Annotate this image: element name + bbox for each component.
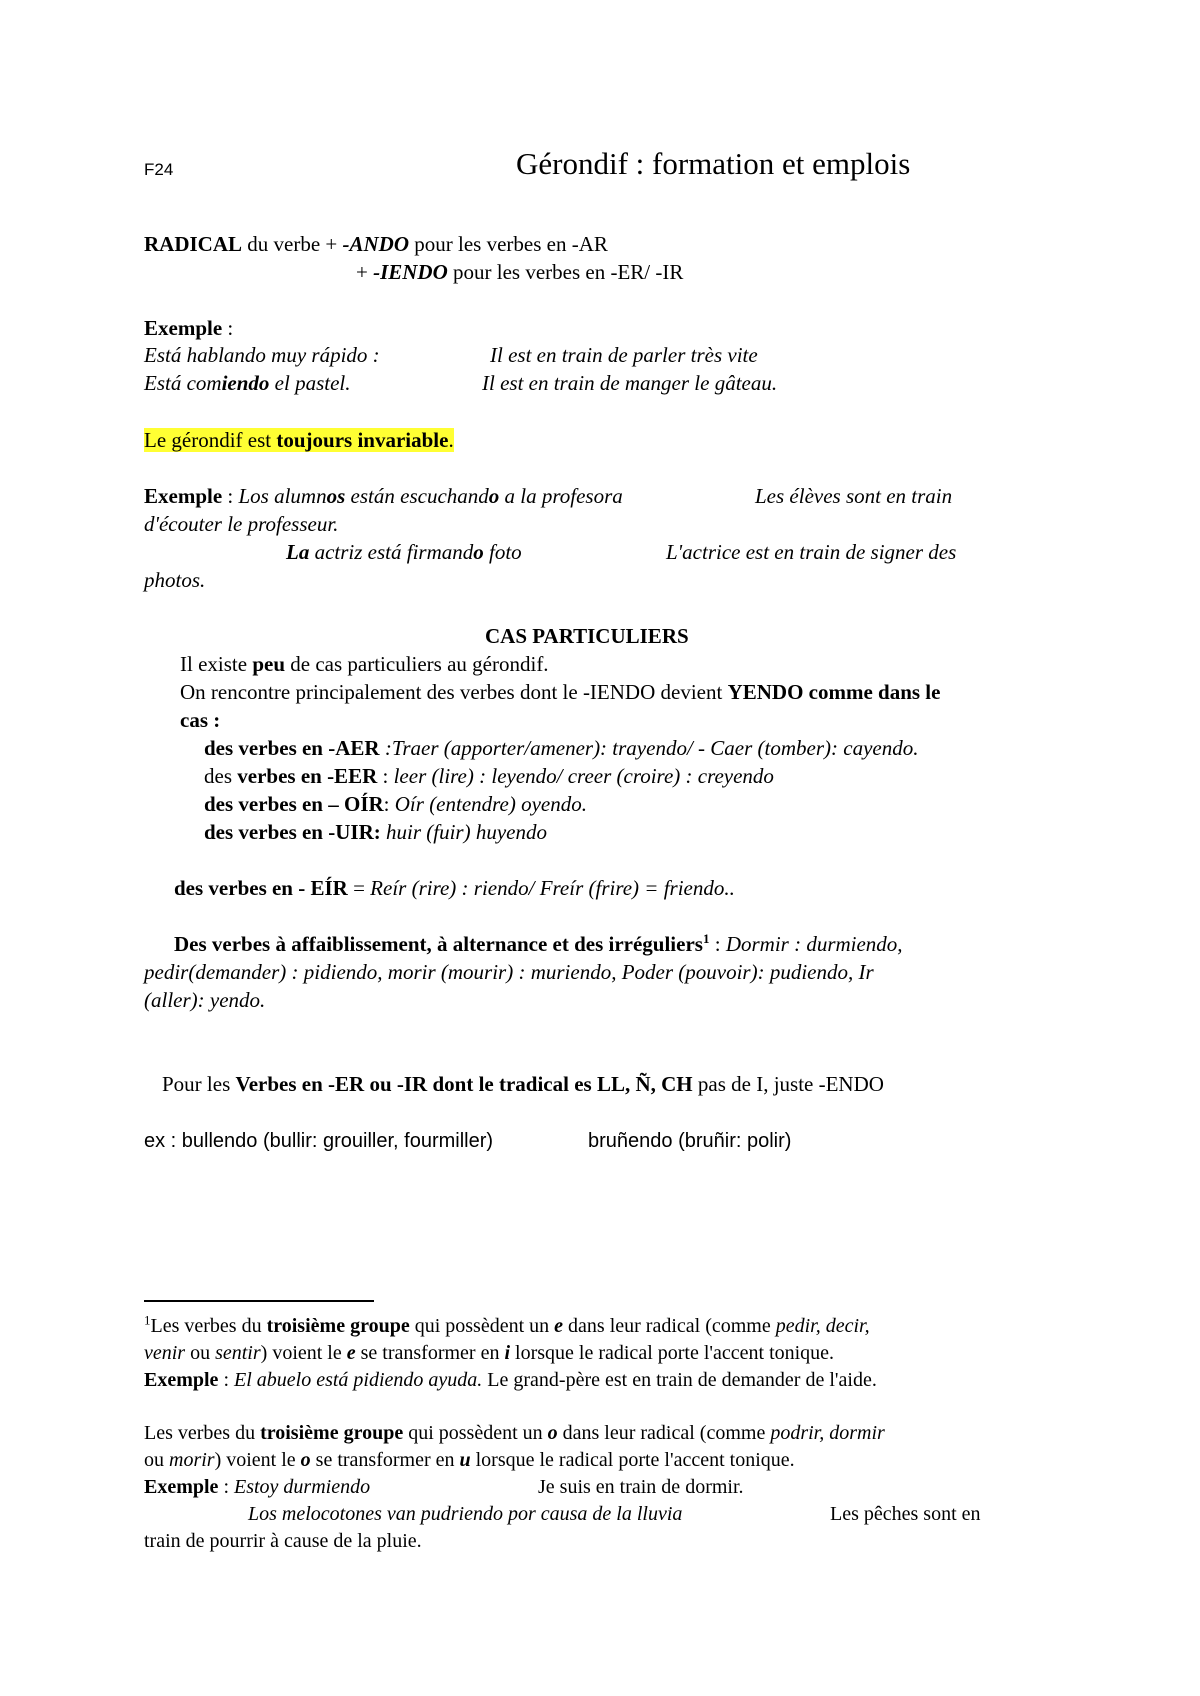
text: troisième groupe: [260, 1422, 404, 1444]
text: de cas particuliers au gérondif.: [285, 652, 549, 676]
text: o: [473, 540, 484, 564]
text: Dormir : durmiendo,: [725, 932, 903, 956]
text: morir: [169, 1449, 215, 1471]
example-n: bruñendo (bruñir: polir): [588, 1130, 792, 1152]
text: verbes en -EER: [237, 764, 378, 788]
cas-p1: [180, 650, 549, 678]
text: Exemple: [144, 484, 223, 508]
text: .: [448, 428, 454, 452]
text: :Traer (apporter/amener): trayendo/ - Caer (tomber): cayendo.: [379, 736, 919, 760]
text: peu: [252, 652, 285, 676]
text: el pastel.: [269, 371, 351, 395]
text: o: [300, 1449, 311, 1471]
footnote-line1: [144, 1313, 870, 1340]
text: El abuelo está pidiendo ayuda.: [234, 1369, 483, 1391]
rule-uir: [204, 818, 547, 846]
text: pour les verbes en -AR: [409, 232, 608, 256]
example-es-2: [144, 369, 351, 397]
text: dans leur radical (comme: [557, 1422, 771, 1444]
text: Exemple: [144, 316, 223, 340]
text: Estoy durmiendo: [234, 1476, 371, 1498]
text: Le grand-père est en train de demander de l'aide.: [482, 1369, 877, 1391]
rule-irregular: [174, 930, 903, 958]
text: Reír (rire) : riendo/ Freír (frire) = friendo..: [370, 876, 735, 900]
invariable-rule: [144, 426, 454, 454]
text: lorsque le radical porte l'accent tonique.: [470, 1449, 795, 1471]
text: ) voient le: [214, 1449, 301, 1471]
text: pas de I, juste -ENDO: [692, 1072, 884, 1096]
text: u: [459, 1449, 471, 1471]
example2-line1: [144, 482, 623, 510]
text: podrir, dormir: [770, 1422, 885, 1444]
text: YENDO comme dans le: [727, 680, 941, 704]
text: sentir: [215, 1342, 261, 1364]
text: :: [218, 1369, 234, 1391]
footnote-ref: 1: [702, 931, 710, 946]
text: Los alumn: [238, 484, 327, 508]
example2-line2: d'écouter le professeur.: [144, 512, 339, 536]
text: venir: [144, 1342, 186, 1364]
text: :: [218, 1476, 234, 1498]
text: Exemple: [144, 1476, 219, 1498]
rule-ll-n-ch: [162, 1070, 884, 1098]
text: :: [377, 764, 394, 788]
footnote-separator: [144, 1300, 374, 1302]
text: Pour les: [162, 1072, 236, 1096]
text: qui possèdent un: [409, 1315, 555, 1337]
text: :: [222, 316, 234, 340]
example-fr-2: Il est en train de manger le gâteau.: [482, 371, 778, 395]
text: Exemple: [144, 1369, 219, 1391]
text: :: [222, 484, 239, 508]
ending-iendo: -IENDO: [373, 260, 448, 284]
section-heading: CAS PARTICULIERS: [485, 624, 689, 648]
text: ou: [144, 1449, 169, 1471]
text: troisième groupe: [266, 1315, 410, 1337]
footnote-line3: [144, 1367, 877, 1394]
footnote-line7-fr: Les pêches sont en: [830, 1503, 981, 1525]
radical-label: RADICAL: [144, 232, 243, 256]
rule-eer: [204, 762, 774, 790]
text: =: [347, 876, 371, 900]
text: des: [204, 764, 238, 788]
text: dans leur radical (comme: [563, 1315, 776, 1337]
text: pedir, decir,: [775, 1315, 870, 1337]
text: ou: [185, 1342, 216, 1364]
example2-line4: photos.: [144, 568, 206, 592]
formation-line-er-ir: [356, 258, 683, 286]
text: Les verbes du: [150, 1315, 267, 1337]
text: se transformer en: [310, 1449, 460, 1471]
example-ll: ex : bullendo (bullir: grouiller, fourmiller): [144, 1130, 494, 1152]
text: :: [383, 792, 395, 816]
formation-line-ar: [144, 230, 608, 258]
cas-p2: [180, 678, 940, 706]
rule-irregular-cont2: (aller): yendo.: [144, 988, 266, 1012]
text: están escuchand: [345, 484, 489, 508]
footnote-line4: [144, 1420, 885, 1447]
text: des verbes en -UIR:: [204, 820, 381, 844]
text: des verbes en – OÍR: [204, 792, 384, 816]
text: La: [286, 540, 310, 564]
footnote-line6: [144, 1474, 370, 1501]
text: du verbe +: [242, 232, 343, 256]
text: Des verbes à affaiblissement, à alternance et des irréguliers: [174, 932, 703, 956]
text: Il existe: [180, 652, 253, 676]
footnote-line2: [144, 1340, 834, 1367]
text: Verbes en -ER ou -IR dont le tradical es LL, Ñ, CH: [235, 1072, 693, 1096]
text: On rencontre principalement des verbes dont le -IENDO devient: [180, 680, 728, 704]
text: +: [356, 260, 374, 284]
rule-irregular-cont: pedir(demander) : pidiendo, morir (mourir) : muriendo, Poder (pouvoir): pudiendo, Ir: [144, 960, 874, 984]
rule-oir: [204, 790, 587, 818]
highlighted-text: [144, 428, 454, 452]
text: des verbes en -AER: [204, 736, 380, 760]
document-code: F24: [144, 160, 174, 179]
text: Les verbes du: [144, 1422, 261, 1444]
footnote-line6-fr: Je suis en train de dormir.: [538, 1476, 744, 1498]
text: des verbes en - EÍR: [174, 876, 348, 900]
text: Oír (entendre) oyendo.: [394, 792, 588, 816]
text: o: [488, 484, 500, 508]
text: i: [504, 1342, 511, 1364]
text: Está com: [144, 371, 222, 395]
text: :: [709, 932, 726, 956]
text: huir (fuir) huyendo: [380, 820, 547, 844]
page-title: Gérondif : formation et emplois: [516, 146, 911, 181]
text: Le gérondif est: [144, 428, 277, 452]
example-label: [144, 314, 233, 342]
cas-p2-cont: cas :: [180, 708, 221, 732]
example2-fr2: L'actrice est en train de signer des: [666, 540, 957, 564]
example2-line3: [286, 538, 522, 566]
footnote-line5: [144, 1447, 795, 1474]
text: qui possèdent un: [403, 1422, 548, 1444]
text: pour les verbes en -ER/ -IR: [447, 260, 684, 284]
footnote-line8: train de pourrir à cause de la pluie.: [144, 1530, 422, 1552]
text: e: [346, 1342, 356, 1364]
text: se transformer en: [355, 1342, 505, 1364]
text: e: [554, 1315, 564, 1337]
footnote-line7: Los melocotones van pudriendo por causa de la lluvia: [248, 1503, 683, 1525]
text: foto: [483, 540, 522, 564]
text: 1: [144, 1312, 151, 1328]
text: leer (lire) : leyendo/ creer (croire) : creyendo: [393, 764, 774, 788]
text: a la profesora: [499, 484, 623, 508]
example2-fr1: Les élèves sont en train: [755, 484, 953, 508]
text: ) voient le: [260, 1342, 347, 1364]
text: os: [326, 484, 346, 508]
example-fr-1: Il est en train de parler très vite: [490, 343, 758, 367]
text: toujours invariable: [276, 428, 449, 452]
text: o: [547, 1422, 558, 1444]
rule-eir: [174, 874, 735, 902]
text: iendo: [221, 371, 270, 395]
ending-ando: -ANDO: [342, 232, 409, 256]
text: actriz está firmand: [309, 540, 474, 564]
text: lorsque le radical porte l'accent tonique.: [510, 1342, 835, 1364]
rule-aer: [204, 734, 918, 762]
example-es-1: Está hablando muy rápido :: [144, 343, 380, 367]
